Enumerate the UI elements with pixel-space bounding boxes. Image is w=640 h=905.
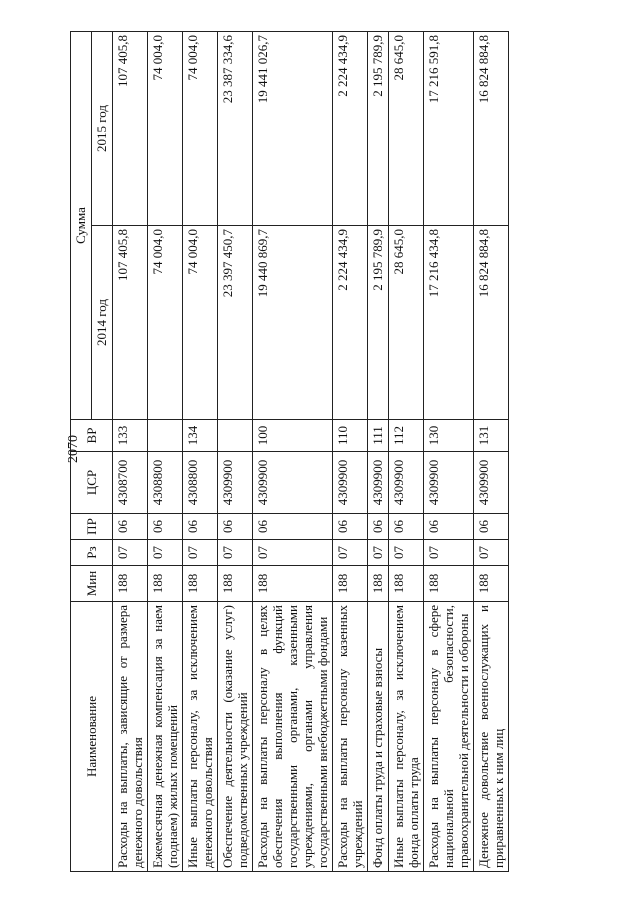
table-row xyxy=(113,32,148,872)
cell-2014: 74 004,0 xyxy=(183,226,218,420)
cell-pr: 06 xyxy=(183,514,218,540)
cell-csr: 4308800 xyxy=(183,452,218,514)
cell-rz: 07 xyxy=(333,540,368,566)
cell-2015: 28 645,0 xyxy=(389,32,424,226)
cell-2015: 74 004,0 xyxy=(148,32,183,226)
cell-min: 188 xyxy=(183,566,218,602)
header-csr: ЦСР xyxy=(71,452,113,514)
cell-pr: 06 xyxy=(253,514,333,540)
table-body xyxy=(113,32,509,872)
cell-name: Ежемесячная денежная компенсация за наем (поднаем) жилых помещений xyxy=(148,602,183,872)
cell-pr: 06 xyxy=(148,514,183,540)
cell-2014: 17 216 434,8 xyxy=(424,226,474,420)
table-row xyxy=(389,32,424,872)
cell-vr: 112 xyxy=(389,420,424,452)
cell-rz: 07 xyxy=(474,540,509,566)
header-vr: ВР xyxy=(71,420,113,452)
header-2014: 2014 год xyxy=(92,226,113,420)
cell-vr xyxy=(218,420,253,452)
cell-rz: 07 xyxy=(148,540,183,566)
cell-vr: 130 xyxy=(424,420,474,452)
cell-2015: 74 004,0 xyxy=(183,32,218,226)
cell-2014: 28 645,0 xyxy=(389,226,424,420)
table-row xyxy=(218,32,253,872)
cell-name: Расходы на выплаты, зависящие от размера денежного довольствия xyxy=(113,602,148,872)
cell-csr: 4309900 xyxy=(218,452,253,514)
cell-2015: 107 405,8 xyxy=(113,32,148,226)
cell-rz: 07 xyxy=(183,540,218,566)
cell-min: 188 xyxy=(148,566,183,602)
cell-vr: 111 xyxy=(368,420,389,452)
cell-min: 188 xyxy=(474,566,509,602)
cell-vr: 131 xyxy=(474,420,509,452)
cell-rz: 07 xyxy=(253,540,333,566)
cell-2014: 23 397 450,7 xyxy=(218,226,253,420)
rotated-table-container xyxy=(70,32,580,872)
cell-rz: 07 xyxy=(113,540,148,566)
cell-rz: 07 xyxy=(389,540,424,566)
cell-pr: 06 xyxy=(113,514,148,540)
cell-2015: 2 224 434,9 xyxy=(333,32,368,226)
cell-pr: 06 xyxy=(218,514,253,540)
cell-pr: 06 xyxy=(333,514,368,540)
header-pr: ПР xyxy=(71,514,113,540)
cell-2014: 74 004,0 xyxy=(148,226,183,420)
cell-name: Иные выплаты персоналу, за исключением фонда оплаты труда xyxy=(389,602,424,872)
cell-csr: 4309900 xyxy=(389,452,424,514)
header-2015: 2015 год xyxy=(92,32,113,226)
cell-pr: 06 xyxy=(474,514,509,540)
cell-min: 188 xyxy=(333,566,368,602)
cell-min: 188 xyxy=(253,566,333,602)
cell-name: Обеспечение деятельности (оказание услуг) подведомственных учреждений xyxy=(218,602,253,872)
cell-rz: 07 xyxy=(368,540,389,566)
cell-2014: 16 824 884,8 xyxy=(474,226,509,420)
cell-2015: 2 195 789,9 xyxy=(368,32,389,226)
cell-rz: 07 xyxy=(218,540,253,566)
cell-2015: 17 216 591,8 xyxy=(424,32,474,226)
cell-name: Фонд оплаты труда и страховые взносы xyxy=(368,602,389,872)
table-row xyxy=(333,32,368,872)
cell-2014: 107 405,8 xyxy=(113,226,148,420)
budget-table xyxy=(70,31,509,872)
table-row xyxy=(368,32,389,872)
cell-vr xyxy=(148,420,183,452)
cell-name: Расходы на выплаты персоналу казенных учреждений xyxy=(333,602,368,872)
cell-name: Расходы на выплаты персоналу в сфере национальной безопасности, правоохранительной деятельности и обороны xyxy=(424,602,474,872)
header-min: Мин xyxy=(71,566,113,602)
cell-csr: 4309900 xyxy=(333,452,368,514)
table-row xyxy=(148,32,183,872)
cell-2015: 19 441 026,7 xyxy=(253,32,333,226)
cell-2014: 19 440 869,7 xyxy=(253,226,333,420)
cell-csr: 4309900 xyxy=(253,452,333,514)
cell-min: 188 xyxy=(113,566,148,602)
page-number: 2070 xyxy=(66,435,81,463)
cell-min: 188 xyxy=(424,566,474,602)
cell-vr: 134 xyxy=(183,420,218,452)
cell-csr: 4308800 xyxy=(148,452,183,514)
header-sum: Сумма xyxy=(71,32,92,420)
header-rz: Рз xyxy=(71,540,113,566)
cell-2015: 16 824 884,8 xyxy=(474,32,509,226)
cell-vr: 133 xyxy=(113,420,148,452)
cell-pr: 06 xyxy=(424,514,474,540)
cell-vr: 110 xyxy=(333,420,368,452)
cell-name: Денежное довольствие военнослужащих и приравненных к ним лиц xyxy=(474,602,509,872)
table-row xyxy=(474,32,509,872)
cell-min: 188 xyxy=(368,566,389,602)
cell-2014: 2 224 434,9 xyxy=(333,226,368,420)
table-row xyxy=(183,32,218,872)
cell-min: 188 xyxy=(218,566,253,602)
cell-csr: 4309900 xyxy=(474,452,509,514)
cell-name: Расходы на выплаты персоналу в целях обеспечения выполнения функций государственными органами, казенными учреждениями, органами управления государственными внебюджетными фондами xyxy=(253,602,333,872)
cell-csr: 4309900 xyxy=(424,452,474,514)
cell-name: Иные выплаты персоналу, за исключением денежного довольствия xyxy=(183,602,218,872)
cell-rz: 07 xyxy=(424,540,474,566)
table-row xyxy=(424,32,474,872)
cell-2014: 2 195 789,9 xyxy=(368,226,389,420)
cell-min: 188 xyxy=(389,566,424,602)
cell-2015: 23 387 334,6 xyxy=(218,32,253,226)
cell-pr: 06 xyxy=(368,514,389,540)
cell-csr: 4309900 xyxy=(368,452,389,514)
table-row xyxy=(253,32,333,872)
cell-pr: 06 xyxy=(389,514,424,540)
cell-vr: 100 xyxy=(253,420,333,452)
header-name: Наименование xyxy=(71,602,113,872)
cell-csr: 4308700 xyxy=(113,452,148,514)
